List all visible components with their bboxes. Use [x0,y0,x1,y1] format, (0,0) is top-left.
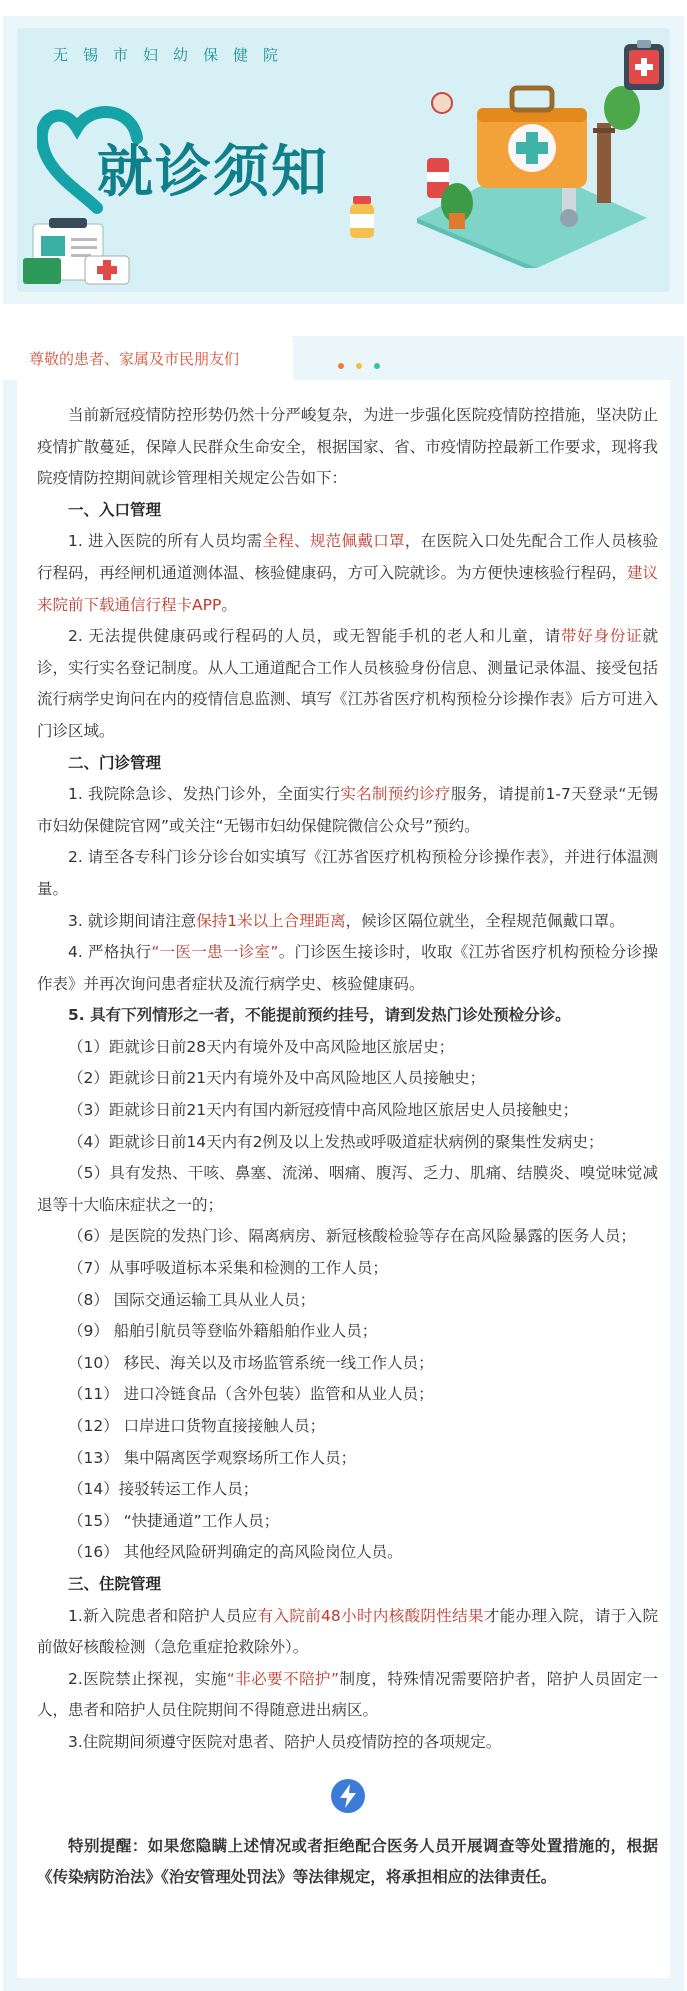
highlight-one-doctor: “一医一患一诊室” [151,943,279,962]
list-item: （10） 移民、海关以及市场监管系统一线工作人员； [68,1353,434,1372]
banner-title: 就诊须知 [97,140,329,205]
text-span: 服务，请提前1-7天登录“无锡市妇幼保健院官网”或关注“无锡市妇幼保健院微信公众号”预约。 [37,785,658,835]
text-span: 3. 就诊期间请注意 [68,911,197,930]
entrance-rule-1 [37,526,658,621]
text-span: 1. 进入医院的所有人员均需 [68,532,263,551]
text-span: 才能办理入院，请于入院前做好核酸检测（急危重症抢救除外）。 [37,1606,658,1657]
highlight-distance: 保持1米以上合理距离 [196,911,346,930]
list-item: （3）距就诊日前21天内有国内新冠疫情中高风险地区旅居史人员接触史； [68,1101,579,1120]
text-span: 4. 严格执行 [68,943,152,962]
content-area [3,380,684,1991]
outpatient-rule-3 [37,906,658,938]
section-heading-inpatient: 三、住院管理 [68,1574,162,1593]
highlight-mask: 全程、规范佩戴口罩 [262,532,405,551]
greeting-text: 尊敬的患者、家属及市民朋友们 [29,350,240,368]
list-item: （2）距就诊日前21天内有境外及中高风险地区人员接触史； [68,1069,486,1088]
text-span: 1.新入院患者和陪护人员应 [68,1606,258,1625]
list-item: （1）距就诊日前28天内有境外及中高风险地区旅居史； [68,1037,455,1056]
text-span: 2.医院禁止探视，实施 [68,1669,227,1688]
outpatient-rule-4 [37,937,658,1000]
pill-bottle-icon [347,196,377,240]
highlight-no-escort: “非必要不陪护” [226,1669,340,1688]
text-span: 。门诊医生接诊时，收取《江苏省医疗机构预检分诊操作表》并再次询问患者症状及流行病学史、核验健康码。 [37,943,658,993]
text-span: 制度，特殊情况需要陪护者，陪护人员固定一人，患者和陪护人员住院期间不得随意进出病区。 [37,1669,659,1720]
outpatient-rule-2: 2. 请至各专科门诊分诊台如实填写《江苏省医疗机构预检分诊操作表》，并进行体温测量。 [37,848,658,898]
orange-dot-icon [338,363,344,369]
outpatient-rule-5: 5. 具有下列情形之一者，不能提前预约挂号，请到发热门诊处预检分诊。 [68,1006,571,1025]
text-span: 1. 我院除急诊、发热门诊外，全面实行 [68,785,341,804]
greeting-bar [3,336,684,380]
list-item: （4）距就诊日前14天内有2例及以上发热或呼吸道症状病例的聚集性发病史； [68,1132,604,1151]
list-item: （13） 集中隔离医学观察场所工作人员； [68,1448,357,1467]
inpatient-rule-3: 3.住院期间须遵守医院对患者、陪护人员疫情防控的各项规定。 [68,1732,502,1751]
outpatient-rule-1 [37,779,658,842]
list-item: （15） “快捷通道”工作人员； [68,1511,280,1530]
medical-kit-illustration [397,68,657,268]
entrance-rule-2 [37,621,658,747]
greeting-tab [3,336,293,380]
list-item: （9） 船舶引航员等登临外籍船舶作业人员； [68,1322,378,1341]
list-item: （16） 其他经风险研判确定的高风险岗位人员。 [68,1543,403,1562]
medical-clipboard-icon [622,40,666,92]
hospital-name: 无锡市妇幼保健院 [53,46,294,64]
section-heading-outpatient: 二、门诊管理 [68,753,162,772]
decorative-dots [338,354,387,373]
text-span: ，候诊区隔位就坐，全程规范佩戴口罩。 [345,911,625,930]
notice-body [37,400,658,1894]
highlight-id-card: 带好身份证 [561,627,643,646]
banner-panel [17,28,670,292]
highlight-nucleic-test: 有入院前48小时内核酸阴性结果 [257,1606,484,1625]
list-item: （12） 口岸进口货物直接接触人员； [68,1417,326,1435]
lightning-bolt-icon [331,1779,365,1813]
intro-paragraph: 当前新冠疫情防控形势仍然十分严峻复杂，为进一步强化医院疫情防控措施，坚决防止疫情扩散蔓延，保障人民群众生命安全，根据国家、省、市疫情防控最新工作要求，现将我院疫情防控期间就诊管理相关规定公告如下： [37,406,658,488]
highlight-appointment: 实名制预约诊疗 [340,785,451,804]
list-item: （7）从事呼吸道标本采集和检测的工作人员； [68,1259,388,1278]
inpatient-rule-2 [37,1664,658,1727]
list-item: （14）接驳转运工作人员； [68,1480,259,1499]
text-span: 2. 无法提供健康码或行程码的人员，或无智能手机的老人和儿童，请 [68,627,562,646]
yellow-dot-icon [356,363,362,369]
inpatient-rule-1 [37,1601,658,1664]
notice-card [17,380,670,1978]
header-banner [3,16,684,304]
list-item: （11） 进口冷链食品（含外包装）监管和从业人员； [68,1385,434,1404]
list-item: （5）具有发热、干咳、鼻塞、流涕、咽痛、腹泻、乏力、肌痛、结膜炎、嗅觉味觉减退等十大临床症状之一的； [37,1164,658,1214]
special-reminder: 特别提醒：如果您隐瞒上述情况或者拒绝配合医务人员开展调查等处置措施的，根据《传染病防治法》《治安管理处罚法》等法律规定，将承担相应的法律责任。 [37,1836,658,1887]
text-span: 就诊，实行实名登记制度。从人工通道配合工作人员核验身份信息、测量记录体温、接受包括流行病学史询问在内的疫情信息监测、填写《江苏省医疗机构预检分诊操作表》后方可进入门诊区域。 [37,627,658,740]
list-item: （8） 国际交通运输工具从业人员； [68,1290,316,1309]
green-dot-icon [374,363,380,369]
section-heading-entrance: 一、入口管理 [68,500,162,519]
text-span: 。 [221,595,237,614]
text-span: ，在医院入口处先配合工作人员核验行程码，再经闸机通道测体温、核验健康码，方可入院就诊。为方便快速核验行程码， [37,532,658,582]
medical-documents-icon [23,216,133,286]
list-item: （6）是医院的发热门诊、隔离病房、新冠核酸检验等存在高风险暴露的医务人员； [68,1227,636,1246]
highlight-app: 建议来院前下载通信行程卡APP [37,563,658,614]
